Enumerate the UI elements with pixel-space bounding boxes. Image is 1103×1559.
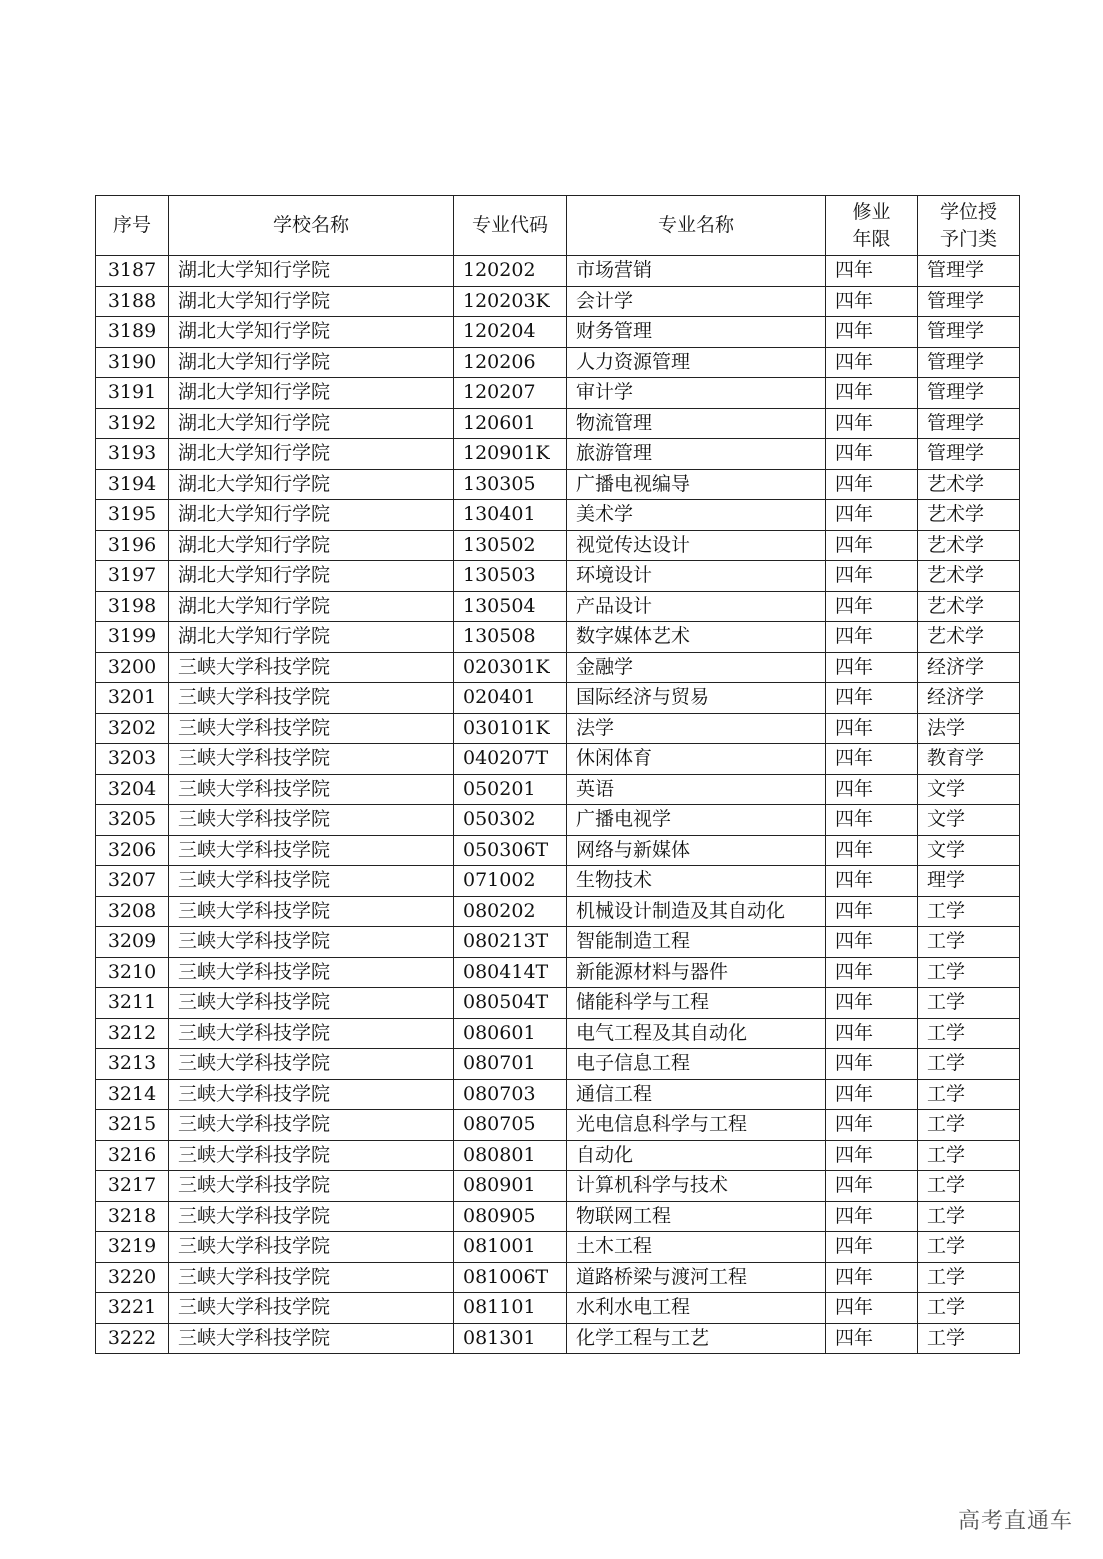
watermark-text: 高考直通车 — [957, 1509, 1073, 1534]
cell-major: 视觉传达设计 — [567, 530, 826, 561]
cell-school: 三峡大学科技学院 — [169, 1262, 454, 1293]
table-row — [96, 408, 1020, 439]
table-row — [96, 1201, 1020, 1232]
table-row — [96, 530, 1020, 561]
cell-major: 网络与新媒体 — [567, 835, 826, 866]
cell-seq: 3203 — [96, 744, 169, 775]
cell-years: 四年 — [826, 1171, 918, 1202]
cell-school: 三峡大学科技学院 — [169, 988, 454, 1019]
cell-code: 080213T — [454, 927, 567, 958]
table-row — [96, 835, 1020, 866]
cell-years: 四年 — [826, 1293, 918, 1324]
cell-degree: 工学 — [918, 896, 1020, 927]
table-row — [96, 317, 1020, 348]
cell-major: 市场营销 — [567, 256, 826, 287]
cell-code: 120203K — [454, 286, 567, 317]
cell-code: 081101 — [454, 1293, 567, 1324]
cell-major: 化学工程与工艺 — [567, 1323, 826, 1354]
cell-years: 四年 — [826, 1232, 918, 1263]
cell-degree: 工学 — [918, 1232, 1020, 1263]
cell-major: 计算机科学与技术 — [567, 1171, 826, 1202]
cell-seq: 3217 — [96, 1171, 169, 1202]
header-degree-line1: 学位授 — [939, 200, 997, 223]
cell-degree: 工学 — [918, 1079, 1020, 1110]
table-row — [96, 1140, 1020, 1171]
cell-school: 湖北大学知行学院 — [169, 378, 454, 409]
cell-code: 130508 — [454, 622, 567, 653]
cell-seq: 3195 — [96, 500, 169, 531]
cell-school: 三峡大学科技学院 — [169, 1049, 454, 1080]
cell-seq: 3188 — [96, 286, 169, 317]
cell-school: 三峡大学科技学院 — [169, 713, 454, 744]
cell-code: 081006T — [454, 1262, 567, 1293]
cell-degree: 经济学 — [918, 652, 1020, 683]
table-row — [96, 1171, 1020, 1202]
cell-seq: 3212 — [96, 1018, 169, 1049]
table-row — [96, 1049, 1020, 1080]
cell-years: 四年 — [826, 1018, 918, 1049]
cell-major: 国际经济与贸易 — [567, 683, 826, 714]
cell-school: 湖北大学知行学院 — [169, 317, 454, 348]
cell-years: 四年 — [826, 774, 918, 805]
cell-degree: 艺术学 — [918, 591, 1020, 622]
cell-school: 三峡大学科技学院 — [169, 866, 454, 897]
cell-code: 080901 — [454, 1171, 567, 1202]
table-row — [96, 591, 1020, 622]
cell-code: 080701 — [454, 1049, 567, 1080]
cell-seq: 3200 — [96, 652, 169, 683]
cell-years: 四年 — [826, 988, 918, 1019]
cell-seq: 3209 — [96, 927, 169, 958]
cell-code: 020301K — [454, 652, 567, 683]
cell-major: 美术学 — [567, 500, 826, 531]
cell-degree: 工学 — [918, 1018, 1020, 1049]
cell-years: 四年 — [826, 866, 918, 897]
cell-years: 四年 — [826, 1049, 918, 1080]
cell-code: 050201 — [454, 774, 567, 805]
table-row — [96, 683, 1020, 714]
cell-degree: 管理学 — [918, 439, 1020, 470]
table-row — [96, 1110, 1020, 1141]
cell-degree: 工学 — [918, 1049, 1020, 1080]
cell-years: 四年 — [826, 805, 918, 836]
cell-seq: 3187 — [96, 256, 169, 287]
cell-school: 湖北大学知行学院 — [169, 286, 454, 317]
cell-school: 三峡大学科技学院 — [169, 683, 454, 714]
cell-school: 湖北大学知行学院 — [169, 500, 454, 531]
cell-code: 080703 — [454, 1079, 567, 1110]
cell-major: 环境设计 — [567, 561, 826, 592]
cell-years: 四年 — [826, 439, 918, 470]
cell-major: 人力资源管理 — [567, 347, 826, 378]
cell-code: 080504T — [454, 988, 567, 1019]
cell-degree: 文学 — [918, 835, 1020, 866]
cell-degree: 管理学 — [918, 256, 1020, 287]
cell-degree: 工学 — [918, 1262, 1020, 1293]
cell-school: 三峡大学科技学院 — [169, 1232, 454, 1263]
cell-years: 四年 — [826, 591, 918, 622]
table-row — [96, 805, 1020, 836]
cell-major: 物联网工程 — [567, 1201, 826, 1232]
table-row — [96, 652, 1020, 683]
cell-code: 080202 — [454, 896, 567, 927]
table-row — [96, 561, 1020, 592]
cell-code: 080601 — [454, 1018, 567, 1049]
majors-table — [95, 195, 1020, 1354]
cell-degree: 管理学 — [918, 378, 1020, 409]
cell-years: 四年 — [826, 713, 918, 744]
table-row — [96, 469, 1020, 500]
cell-degree: 工学 — [918, 1293, 1020, 1324]
table-header-row — [96, 196, 1020, 256]
cell-seq: 3216 — [96, 1140, 169, 1171]
cell-degree: 艺术学 — [918, 469, 1020, 500]
cell-degree: 工学 — [918, 988, 1020, 1019]
header-major: 专业名称 — [567, 196, 826, 256]
cell-years: 四年 — [826, 378, 918, 409]
cell-major: 财务管理 — [567, 317, 826, 348]
cell-code: 120207 — [454, 378, 567, 409]
cell-major: 生物技术 — [567, 866, 826, 897]
cell-code: 080414T — [454, 957, 567, 988]
cell-school: 湖北大学知行学院 — [169, 347, 454, 378]
cell-degree: 工学 — [918, 927, 1020, 958]
cell-seq: 3207 — [96, 866, 169, 897]
header-degree — [918, 196, 1020, 256]
cell-years: 四年 — [826, 1262, 918, 1293]
table-row — [96, 622, 1020, 653]
cell-major: 光电信息科学与工程 — [567, 1110, 826, 1141]
cell-seq: 3191 — [96, 378, 169, 409]
cell-degree: 艺术学 — [918, 622, 1020, 653]
table-row — [96, 1262, 1020, 1293]
cell-school: 湖北大学知行学院 — [169, 469, 454, 500]
cell-school: 湖北大学知行学院 — [169, 408, 454, 439]
cell-years: 四年 — [826, 408, 918, 439]
cell-school: 三峡大学科技学院 — [169, 927, 454, 958]
table-row — [96, 866, 1020, 897]
cell-code: 120206 — [454, 347, 567, 378]
header-degree-line2: 予门类 — [939, 227, 997, 250]
cell-seq: 3196 — [96, 530, 169, 561]
cell-code: 081301 — [454, 1323, 567, 1354]
cell-major: 通信工程 — [567, 1079, 826, 1110]
cell-degree: 经济学 — [918, 683, 1020, 714]
cell-degree: 艺术学 — [918, 530, 1020, 561]
cell-seq: 3201 — [96, 683, 169, 714]
cell-seq: 3189 — [96, 317, 169, 348]
cell-code: 130502 — [454, 530, 567, 561]
table-row — [96, 1293, 1020, 1324]
cell-degree: 文学 — [918, 805, 1020, 836]
table-row — [96, 256, 1020, 287]
cell-major: 金融学 — [567, 652, 826, 683]
table-row — [96, 896, 1020, 927]
cell-seq: 3208 — [96, 896, 169, 927]
cell-degree: 工学 — [918, 1201, 1020, 1232]
table-row — [96, 1323, 1020, 1354]
cell-major: 电气工程及其自动化 — [567, 1018, 826, 1049]
cell-major: 智能制造工程 — [567, 927, 826, 958]
cell-degree: 管理学 — [918, 317, 1020, 348]
cell-school: 三峡大学科技学院 — [169, 1018, 454, 1049]
cell-degree: 教育学 — [918, 744, 1020, 775]
cell-seq: 3206 — [96, 835, 169, 866]
cell-school: 三峡大学科技学院 — [169, 896, 454, 927]
table-row — [96, 439, 1020, 470]
cell-school: 三峡大学科技学院 — [169, 1110, 454, 1141]
cell-degree: 法学 — [918, 713, 1020, 744]
cell-years: 四年 — [826, 1110, 918, 1141]
cell-seq: 3199 — [96, 622, 169, 653]
cell-school: 三峡大学科技学院 — [169, 1323, 454, 1354]
cell-seq: 3214 — [96, 1079, 169, 1110]
cell-school: 三峡大学科技学院 — [169, 957, 454, 988]
cell-years: 四年 — [826, 744, 918, 775]
cell-school: 湖北大学知行学院 — [169, 561, 454, 592]
cell-degree: 理学 — [918, 866, 1020, 897]
table-row — [96, 286, 1020, 317]
cell-school: 三峡大学科技学院 — [169, 774, 454, 805]
cell-major: 英语 — [567, 774, 826, 805]
cell-years: 四年 — [826, 530, 918, 561]
table-row — [96, 1232, 1020, 1263]
cell-years: 四年 — [826, 896, 918, 927]
table-row — [96, 713, 1020, 744]
cell-code: 120901K — [454, 439, 567, 470]
cell-code: 130305 — [454, 469, 567, 500]
cell-seq: 3221 — [96, 1293, 169, 1324]
cell-years: 四年 — [826, 500, 918, 531]
cell-major: 机械设计制造及其自动化 — [567, 896, 826, 927]
cell-seq: 3198 — [96, 591, 169, 622]
cell-major: 新能源材料与器件 — [567, 957, 826, 988]
header-code: 专业代码 — [454, 196, 567, 256]
cell-degree: 艺术学 — [918, 561, 1020, 592]
cell-years: 四年 — [826, 683, 918, 714]
cell-degree: 管理学 — [918, 286, 1020, 317]
cell-code: 050306T — [454, 835, 567, 866]
header-seq: 序号 — [96, 196, 169, 256]
cell-major: 会计学 — [567, 286, 826, 317]
cell-degree: 工学 — [918, 1171, 1020, 1202]
cell-school: 湖北大学知行学院 — [169, 256, 454, 287]
cell-years: 四年 — [826, 1079, 918, 1110]
cell-seq: 3219 — [96, 1232, 169, 1263]
cell-seq: 3197 — [96, 561, 169, 592]
header-school: 学校名称 — [169, 196, 454, 256]
cell-major: 法学 — [567, 713, 826, 744]
header-years-line1: 修业 — [852, 200, 891, 223]
table-row — [96, 378, 1020, 409]
cell-code: 120601 — [454, 408, 567, 439]
cell-years: 四年 — [826, 957, 918, 988]
table-row — [96, 347, 1020, 378]
cell-school: 湖北大学知行学院 — [169, 591, 454, 622]
table-row — [96, 1018, 1020, 1049]
cell-degree: 艺术学 — [918, 500, 1020, 531]
cell-seq: 3218 — [96, 1201, 169, 1232]
table-row — [96, 957, 1020, 988]
table-row — [96, 774, 1020, 805]
table-row — [96, 927, 1020, 958]
cell-degree: 工学 — [918, 1110, 1020, 1141]
cell-school: 三峡大学科技学院 — [169, 1201, 454, 1232]
cell-code: 130504 — [454, 591, 567, 622]
cell-years: 四年 — [826, 927, 918, 958]
table-row — [96, 1079, 1020, 1110]
cell-years: 四年 — [826, 286, 918, 317]
cell-degree: 管理学 — [918, 408, 1020, 439]
table-row — [96, 988, 1020, 1019]
cell-degree: 工学 — [918, 1140, 1020, 1171]
cell-code: 071002 — [454, 866, 567, 897]
cell-major: 休闲体育 — [567, 744, 826, 775]
cell-major: 储能科学与工程 — [567, 988, 826, 1019]
cell-code: 120202 — [454, 256, 567, 287]
cell-code: 081001 — [454, 1232, 567, 1263]
cell-years: 四年 — [826, 652, 918, 683]
cell-years: 四年 — [826, 1323, 918, 1354]
cell-years: 四年 — [826, 835, 918, 866]
cell-code: 050302 — [454, 805, 567, 836]
cell-seq: 3193 — [96, 439, 169, 470]
cell-school: 三峡大学科技学院 — [169, 1171, 454, 1202]
cell-major: 广播电视编导 — [567, 469, 826, 500]
cell-seq: 3190 — [96, 347, 169, 378]
cell-seq: 3215 — [96, 1110, 169, 1141]
table-row — [96, 500, 1020, 531]
cell-school: 三峡大学科技学院 — [169, 652, 454, 683]
cell-years: 四年 — [826, 469, 918, 500]
cell-code: 020401 — [454, 683, 567, 714]
cell-seq: 3220 — [96, 1262, 169, 1293]
cell-major: 自动化 — [567, 1140, 826, 1171]
cell-seq: 3204 — [96, 774, 169, 805]
cell-school: 三峡大学科技学院 — [169, 744, 454, 775]
cell-school: 湖北大学知行学院 — [169, 622, 454, 653]
cell-code: 080801 — [454, 1140, 567, 1171]
cell-years: 四年 — [826, 317, 918, 348]
cell-major: 物流管理 — [567, 408, 826, 439]
cell-seq: 3205 — [96, 805, 169, 836]
cell-seq: 3210 — [96, 957, 169, 988]
cell-years: 四年 — [826, 622, 918, 653]
cell-code: 120204 — [454, 317, 567, 348]
header-years-line2: 年限 — [852, 227, 891, 250]
cell-major: 数字媒体艺术 — [567, 622, 826, 653]
cell-school: 三峡大学科技学院 — [169, 805, 454, 836]
cell-major: 产品设计 — [567, 591, 826, 622]
cell-school: 三峡大学科技学院 — [169, 1140, 454, 1171]
cell-years: 四年 — [826, 561, 918, 592]
cell-code: 130401 — [454, 500, 567, 531]
header-years — [826, 196, 918, 256]
cell-years: 四年 — [826, 1201, 918, 1232]
cell-code: 080705 — [454, 1110, 567, 1141]
cell-years: 四年 — [826, 256, 918, 287]
cell-code: 040207T — [454, 744, 567, 775]
cell-major: 电子信息工程 — [567, 1049, 826, 1080]
cell-code: 030101K — [454, 713, 567, 744]
cell-seq: 3194 — [96, 469, 169, 500]
cell-school: 湖北大学知行学院 — [169, 439, 454, 470]
cell-major: 水利水电工程 — [567, 1293, 826, 1324]
cell-years: 四年 — [826, 1140, 918, 1171]
cell-seq: 3192 — [96, 408, 169, 439]
cell-school: 三峡大学科技学院 — [169, 1293, 454, 1324]
cell-degree: 管理学 — [918, 347, 1020, 378]
cell-code: 080905 — [454, 1201, 567, 1232]
cell-degree: 工学 — [918, 957, 1020, 988]
cell-degree: 工学 — [918, 1323, 1020, 1354]
cell-school: 三峡大学科技学院 — [169, 1079, 454, 1110]
cell-school: 湖北大学知行学院 — [169, 530, 454, 561]
cell-seq: 3222 — [96, 1323, 169, 1354]
cell-seq: 3202 — [96, 713, 169, 744]
cell-major: 土木工程 — [567, 1232, 826, 1263]
cell-years: 四年 — [826, 347, 918, 378]
cell-school: 三峡大学科技学院 — [169, 835, 454, 866]
cell-major: 广播电视学 — [567, 805, 826, 836]
cell-major: 道路桥梁与渡河工程 — [567, 1262, 826, 1293]
cell-major: 旅游管理 — [567, 439, 826, 470]
cell-degree: 文学 — [918, 774, 1020, 805]
cell-code: 130503 — [454, 561, 567, 592]
cell-major: 审计学 — [567, 378, 826, 409]
cell-seq: 3213 — [96, 1049, 169, 1080]
cell-seq: 3211 — [96, 988, 169, 1019]
table-row — [96, 744, 1020, 775]
